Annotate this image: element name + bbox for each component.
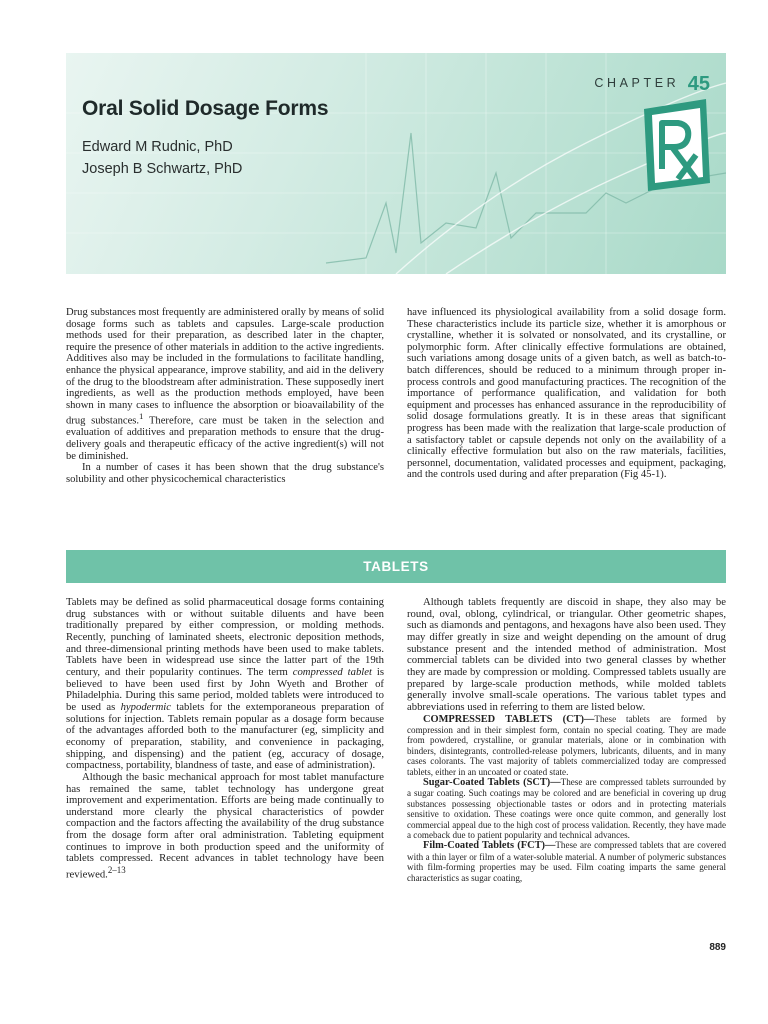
reference-marker: 1 <box>139 411 144 422</box>
chapter-number: 45 <box>687 73 710 95</box>
film-coated-definition <box>407 840 726 883</box>
chapter-title: Oral Solid Dosage Forms <box>82 97 329 120</box>
chapter-banner <box>66 53 726 274</box>
tablets-paragraph-3: Although tablets frequently are discoid in shape, they also may be round, oval, oblong, cylindrical, or triangular. Other geometric shapes, such as diamonds and pentagons, and hexagons have also been used. They may differ greatly in size and weight depending on the amount of drug substance present and the intended method of administration. Most commercial tablets can be divided into two general classes by whether they are made by compression or molding. Compressed tablets usually are prepared by large-scale production methods, while molded tablets generally involve small-scale operations. The various tablet types and abbreviations used in referring to them are listed below. <box>407 596 726 713</box>
section-heading-bar <box>66 550 726 583</box>
intro-paragraph-1 <box>66 307 384 462</box>
intro-column-right <box>407 307 726 481</box>
section-heading: TABLETS <box>363 559 429 574</box>
sugar-coated-definition <box>407 777 726 840</box>
reference-marker: 2–13 <box>107 865 126 876</box>
intro-column-left <box>66 307 384 485</box>
definition-text: These are compressed tablets that are covered with a thin layer or film of a water-soluble material. A number of polymeric substances with film-forming properties may be used. Film coating imparts the same general characteristics as sugar coating, <box>407 840 726 883</box>
intro-paragraph-2: In a number of cases it has been shown that the drug substance's solubility and other physicochemical characteristics <box>66 462 384 485</box>
definition-term: Sugar-Coated Tablets (SCT)— <box>423 777 561 788</box>
definition-text: These tablets are formed by compression and in their simplest form, contain no special coating. They are made from powdered, crystalline, or granular materials, alone or in combination with binders, disintegrants, controlled-release polymers, lubricants, diluents, and in many cases colorants. The vast majority of tablets commercialized today are compressed tablets, either in an uncoated or coated state. <box>407 713 726 777</box>
rx-prescription-icon <box>640 99 712 191</box>
author-2: Joseph B Schwartz, PhD <box>82 161 243 177</box>
intro-text: Therefore, care must be taken in the selection and evaluation of additives and preparation methods to ensure that the drug-delivery goals and therapeutic efficacy of the active ingredient(s) will not be diminished. <box>66 415 384 462</box>
compressed-tablets-definition <box>407 714 726 777</box>
emphasis-text: compressed tablet <box>292 665 372 678</box>
body-text: is believed to have been used first by John Wyeth and Brother of Philadelphia. During this same period, molded tablets were introduced to be used as <box>66 665 385 713</box>
tablets-column-right <box>407 597 726 883</box>
chapter-label <box>594 73 710 96</box>
definition-term: Film-Coated Tablets (FCT)— <box>423 840 556 852</box>
emphasis-text: hypodermic <box>120 700 172 713</box>
definition-term: COMPRESSED TABLETS (CT)— <box>423 713 595 725</box>
author-1: Edward M Rudnic, PhD <box>82 139 233 155</box>
intro-text: Drug substances most frequently are administered orally by means of solid dosage forms such as tablets and capsules. Large-scale production methods used for their preparation, as described later in the chapter, require the presence of other materials in addition to the active ingredients. Additives also may be included in the formulations to facilitate handling, enhance the physical appearance, improve stability, and aid in the delivery of the drug to the bloodstream after administration. These supposedly inert ingredients, as well as the production methods employed, have been shown in many cases to influence the absorption or bioavailability of the drug substances. <box>66 307 384 427</box>
intro-paragraph-3: have influenced its physiological availability from a solid dosage form. These characteristics include its particle size, whether it is amorphous or crystalline, whether it is solvated or nonsolvated, and its crystalline, or polymorphic form. After clinically effective formulations are obtained, such variations among dosage units of a given batch, as well as batch-to-batch differences, should be reduced to a minimum through proper in-process controls and good manufacturing practices. The recognition of the importance of performance qualification, and validation for both equipment and processes has enhanced assurance in the reproducibility of solid dosage formulations greatly. It is in these areas that significant progress has been made with the realization that large-scale production of a satisfactory tablet or capsule depends not only on the availability of a clinically effective formulation but also on the raw materials, facilities, personnel, documentation, validated processes and equipment, packaging, and the controls used during and after preparation (Fig 45-1). <box>407 307 726 481</box>
body-text: Tablets may be defined as solid pharmaceutical dosage forms containing drug substances with or without suitable diluents and have been traditionally prepared by either compression, or molding methods. Recently, punching of laminated sheets, electronic deposition methods, and three-dimensional printing methods have been used to make tablets. Tablets have been in widespread use since the latter part of the 19th century, and their popularity continues. The term <box>66 596 384 678</box>
tablets-paragraph-2 <box>66 772 384 881</box>
tablets-paragraph-1 <box>66 597 384 772</box>
body-text: tablets for the extemporaneous preparation of solutions for injection. Tablets remain popular as a dosage form because of the advantages afforded both to the manufacturer (eg, simplicity and economy of preparation, stability, and convenience in packaging, shipping, and dispensing) and the patient (eg, accuracy of dosage, compactness, portability, blandness of taste, and ease of administration). <box>66 700 384 772</box>
tablets-column-left <box>66 597 384 881</box>
body-text: Although the basic mechanical approach for most tablet manufacture has remained the same, tablet technology has undergone great improvement and experimentation. Efforts are being made continually to understand more clearly the physical characteristics of powder compaction and the factors affecting the availability of the drug substance from the dosage form after oral administration. Tableting equipment continues to improve in both production speed and the uniformity of tablets compressed. Recent advances in tablet technology have been reviewed. <box>66 770 384 881</box>
chapter-word: CHAPTER <box>594 76 680 90</box>
definition-text: These are compressed tablets surrounded by a sugar coating. Such coatings may be colored and are beneficial in covering up drug substances possessing objectionable tastes or odors and in protecting materials sensitive to oxidation. These coatings were once quite common, and generally lost commercial appeal due to the high cost of process validation. Recently, they have made a comeback due to patient popularity and technical advances. <box>407 777 726 841</box>
page-number: 889 <box>709 942 726 953</box>
